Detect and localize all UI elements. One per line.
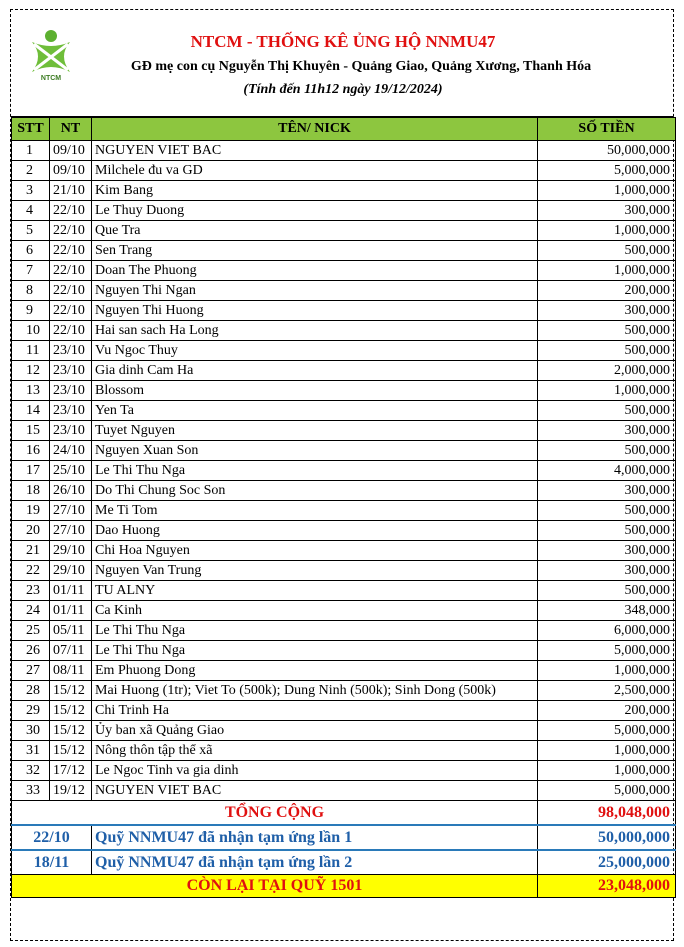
row-stt: 12 <box>12 361 50 381</box>
row-date: 01/11 <box>50 581 92 601</box>
row-stt: 2 <box>12 161 50 181</box>
row-stt: 29 <box>12 701 50 721</box>
row-amount: 500,000 <box>538 521 676 541</box>
advance-amount: 50,000,000 <box>538 825 676 850</box>
table-row <box>12 421 676 441</box>
row-stt: 7 <box>12 261 50 281</box>
row-stt: 31 <box>12 741 50 761</box>
table-row <box>12 221 676 241</box>
row-amount: 50,000,000 <box>538 141 676 161</box>
row-date: 22/10 <box>50 221 92 241</box>
row-date: 21/10 <box>50 181 92 201</box>
row-name: Nguyen Thi Ngan <box>92 281 538 301</box>
row-amount: 300,000 <box>538 481 676 501</box>
row-name: NGUYEN VIET BAC <box>92 781 538 801</box>
row-amount: 1,000,000 <box>538 741 676 761</box>
advance-date: 22/10 <box>12 825 92 850</box>
row-name: Blossom <box>92 381 538 401</box>
row-date: 22/10 <box>50 301 92 321</box>
table-row <box>12 521 676 541</box>
row-amount: 1,000,000 <box>538 261 676 281</box>
row-name: Le Ngoc Tinh va gia dinh <box>92 761 538 781</box>
row-stt: 21 <box>12 541 50 561</box>
row-stt: 26 <box>12 641 50 661</box>
row-date: 22/10 <box>50 241 92 261</box>
row-amount: 500,000 <box>538 441 676 461</box>
row-date: 22/10 <box>50 201 92 221</box>
row-stt: 3 <box>12 181 50 201</box>
col-header-amount: SỐ TIỀN <box>538 118 676 141</box>
as-of-date: (Tính đến 11h12 ngày 19/12/2024) <box>243 82 443 97</box>
row-amount: 4,000,000 <box>538 461 676 481</box>
row-amount: 300,000 <box>538 541 676 561</box>
row-name: Vu Ngoc Thuy <box>92 341 538 361</box>
row-date: 09/10 <box>50 161 92 181</box>
table-row <box>12 141 676 161</box>
table-row <box>12 401 676 421</box>
row-stt: 8 <box>12 281 50 301</box>
row-name: Ủy ban xã Quảng Giao <box>92 721 538 741</box>
row-stt: 33 <box>12 781 50 801</box>
row-stt: 20 <box>12 521 50 541</box>
row-date: 15/12 <box>50 741 92 761</box>
row-stt: 10 <box>12 321 50 341</box>
row-stt: 19 <box>12 501 50 521</box>
row-stt: 30 <box>12 721 50 741</box>
advance-label: Quỹ NNMU47 đã nhận tạm ứng lần 2 <box>92 850 538 875</box>
table-row <box>12 321 676 341</box>
table-row <box>12 761 676 781</box>
logo-text: NTCM <box>40 75 62 82</box>
row-name: Le Thi Thu Nga <box>92 621 538 641</box>
col-header-name: TÊN/ NICK <box>92 118 538 141</box>
row-name: Que Tra <box>92 221 538 241</box>
row-amount: 300,000 <box>538 561 676 581</box>
row-stt: 11 <box>12 341 50 361</box>
row-name: Gia dinh Cam Ha <box>92 361 538 381</box>
row-stt: 22 <box>12 561 50 581</box>
row-amount: 500,000 <box>538 341 676 361</box>
table-row <box>12 541 676 561</box>
table-row <box>12 481 676 501</box>
row-date: 15/12 <box>50 701 92 721</box>
row-amount: 300,000 <box>538 201 676 221</box>
table-row <box>12 581 676 601</box>
row-amount: 2,000,000 <box>538 361 676 381</box>
row-name: Do Thi Chung Soc Son <box>92 481 538 501</box>
row-date: 08/11 <box>50 661 92 681</box>
row-name: Hai san sach Ha Long <box>92 321 538 341</box>
row-name: Me Ti Tom <box>92 501 538 521</box>
row-name: Nông thôn tập thể xã <box>92 741 538 761</box>
table-row <box>12 601 676 621</box>
table-row <box>12 441 676 461</box>
page-subtitle: GĐ mẹ con cụ Nguyễn Thị Khuyên - Quảng Giao, Quảng Xương, Thanh Hóa <box>130 59 592 74</box>
remaining-amount: 23,048,000 <box>538 875 676 898</box>
table-row <box>12 461 676 481</box>
row-name: Dao Huong <box>92 521 538 541</box>
row-name: Yen Ta <box>92 401 538 421</box>
row-name: TU ALNY <box>92 581 538 601</box>
row-stt: 9 <box>12 301 50 321</box>
row-name: Milchele đu va GD <box>92 161 538 181</box>
remaining-row <box>12 875 676 898</box>
row-stt: 1 <box>12 141 50 161</box>
sheet-header <box>11 10 673 117</box>
row-name: Em Phuong Dong <box>92 661 538 681</box>
row-name: Le Thuy Duong <box>92 201 538 221</box>
row-date: 22/10 <box>50 281 92 301</box>
row-stt: 14 <box>12 401 50 421</box>
row-date: 23/10 <box>50 381 92 401</box>
row-name: Le Thi Thu Nga <box>92 461 538 481</box>
row-stt: 6 <box>12 241 50 261</box>
row-name: Ca Kinh <box>92 601 538 621</box>
row-amount: 348,000 <box>538 601 676 621</box>
table-row <box>12 661 676 681</box>
row-amount: 1,000,000 <box>538 761 676 781</box>
row-name: Nguyen Xuan Son <box>92 441 538 461</box>
row-stt: 27 <box>12 661 50 681</box>
table-row <box>12 561 676 581</box>
row-date: 27/10 <box>50 521 92 541</box>
donation-table <box>11 117 676 898</box>
row-date: 29/10 <box>50 541 92 561</box>
row-stt: 32 <box>12 761 50 781</box>
row-date: 19/12 <box>50 781 92 801</box>
row-date: 17/12 <box>50 761 92 781</box>
row-date: 23/10 <box>50 421 92 441</box>
row-date: 01/11 <box>50 601 92 621</box>
row-amount: 1,000,000 <box>538 381 676 401</box>
row-stt: 5 <box>12 221 50 241</box>
row-stt: 13 <box>12 381 50 401</box>
row-date: 23/10 <box>50 361 92 381</box>
total-row <box>12 801 676 826</box>
row-stt: 16 <box>12 441 50 461</box>
row-stt: 15 <box>12 421 50 441</box>
row-amount: 500,000 <box>538 401 676 421</box>
row-name: NGUYEN VIET BAC <box>92 141 538 161</box>
row-amount: 1,000,000 <box>538 181 676 201</box>
donation-sheet <box>10 9 674 941</box>
table-row <box>12 161 676 181</box>
row-name: Le Thi Thu Nga <box>92 641 538 661</box>
total-label: TỔNG CỘNG <box>12 801 538 826</box>
row-stt: 23 <box>12 581 50 601</box>
row-date: 09/10 <box>50 141 92 161</box>
row-name: Chi Hoa Nguyen <box>92 541 538 561</box>
row-date: 27/10 <box>50 501 92 521</box>
table-row <box>12 241 676 261</box>
table-row <box>12 301 676 321</box>
table-row <box>12 721 676 741</box>
advance-amount: 25,000,000 <box>538 850 676 875</box>
advance-row <box>12 850 676 875</box>
row-stt: 28 <box>12 681 50 701</box>
page-title: NTCM - THỐNG KÊ ỦNG HỘ NNMU47 <box>190 32 496 51</box>
row-date: 22/10 <box>50 261 92 281</box>
row-stt: 17 <box>12 461 50 481</box>
row-amount: 5,000,000 <box>538 161 676 181</box>
table-row <box>12 621 676 641</box>
row-name: Chi Trinh Ha <box>92 701 538 721</box>
table-row <box>12 741 676 761</box>
row-stt: 24 <box>12 601 50 621</box>
table-row <box>12 341 676 361</box>
row-amount: 500,000 <box>538 501 676 521</box>
row-amount: 500,000 <box>538 581 676 601</box>
row-amount: 5,000,000 <box>538 781 676 801</box>
row-date: 15/12 <box>50 681 92 701</box>
row-amount: 200,000 <box>538 281 676 301</box>
row-date: 25/10 <box>50 461 92 481</box>
advance-label: Quỹ NNMU47 đã nhận tạm ứng lần 1 <box>92 825 538 850</box>
row-date: 26/10 <box>50 481 92 501</box>
table-row <box>12 781 676 801</box>
row-amount: 5,000,000 <box>538 721 676 741</box>
row-stt: 18 <box>12 481 50 501</box>
row-name: Nguyen Thi Huong <box>92 301 538 321</box>
row-amount: 6,000,000 <box>538 621 676 641</box>
row-stt: 4 <box>12 201 50 221</box>
table-row <box>12 181 676 201</box>
advance-row <box>12 825 676 850</box>
col-header-stt: STT <box>12 118 50 141</box>
row-stt: 25 <box>12 621 50 641</box>
row-date: 05/11 <box>50 621 92 641</box>
row-name: Mai Huong (1tr); Viet To (500k); Dung Ninh (500k); Sinh Dong (500k) <box>92 681 538 701</box>
table-row <box>12 201 676 221</box>
remaining-label: CÒN LẠI TẠI QUỸ 1501 <box>12 875 538 898</box>
table-row <box>12 381 676 401</box>
table-header-row <box>12 118 676 141</box>
advance-date: 18/11 <box>12 850 92 875</box>
row-amount: 2,500,000 <box>538 681 676 701</box>
row-amount: 1,000,000 <box>538 221 676 241</box>
row-name: Doan The Phuong <box>92 261 538 281</box>
row-date: 24/10 <box>50 441 92 461</box>
row-date: 23/10 <box>50 341 92 361</box>
row-amount: 200,000 <box>538 701 676 721</box>
table-row <box>12 501 676 521</box>
row-name: Sen Trang <box>92 241 538 261</box>
table-row <box>12 281 676 301</box>
table-row <box>12 361 676 381</box>
row-date: 22/10 <box>50 321 92 341</box>
row-name: Nguyen Van Trung <box>92 561 538 581</box>
col-header-nt: NT <box>50 118 92 141</box>
table-row <box>12 701 676 721</box>
row-date: 29/10 <box>50 561 92 581</box>
row-name: Kim Bang <box>92 181 538 201</box>
table-row <box>12 261 676 281</box>
row-date: 07/11 <box>50 641 92 661</box>
row-amount: 500,000 <box>538 241 676 261</box>
total-amount: 98,048,000 <box>538 801 676 826</box>
row-date: 15/12 <box>50 721 92 741</box>
table-row <box>12 681 676 701</box>
row-amount: 500,000 <box>538 321 676 341</box>
row-name: Tuyet Nguyen <box>92 421 538 441</box>
row-amount: 5,000,000 <box>538 641 676 661</box>
table-row <box>12 641 676 661</box>
table-body <box>12 141 676 801</box>
row-amount: 300,000 <box>538 301 676 321</box>
row-amount: 300,000 <box>538 421 676 441</box>
row-date: 23/10 <box>50 401 92 421</box>
row-amount: 1,000,000 <box>538 661 676 681</box>
